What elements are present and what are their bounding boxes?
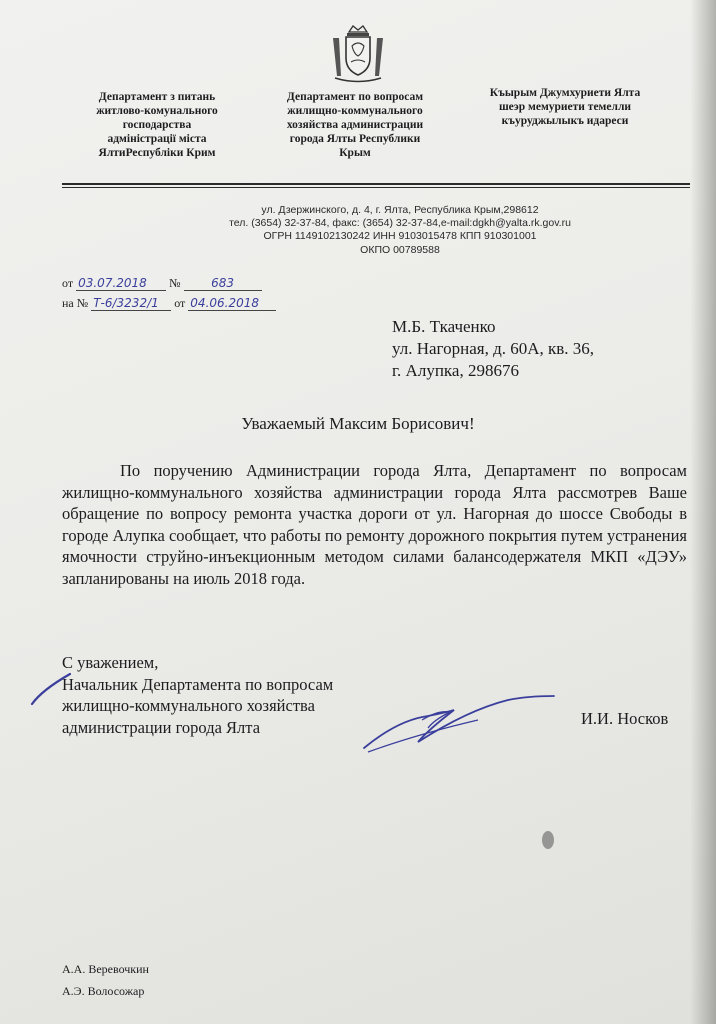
closing-regards: С уважением, xyxy=(62,653,159,672)
header-crimean-tatar: Къырым Джумхуриети Ялта шеэр мемуриети темелли къуруджылыкъ идареси xyxy=(489,87,641,127)
letter-body: По поручению Администрации города Ялта, Департамент по вопросам жилищно-коммунального хозяйства администрации города Ялта рассмотрев Ваше обращение по вопросу ремонта участка дороги от ул. Нагорная до шоссе Свободы в городе Алупка сообщает, что работы по ремонту дорожного покрытия путем устранения ямочности струйно-инъекционным методом силами балансодержателя МКП «ДЭУ» запланированы на июль 2018 года. xyxy=(62,461,687,588)
department-contacts xyxy=(150,204,650,257)
executor-first: А.А. Веревочкин xyxy=(62,962,149,976)
address-line: ул. Дзержинского, д. 4, г. Ялта, Республика Крым,298612 xyxy=(261,204,539,216)
outgoing-date: 03.07.2018 xyxy=(76,276,166,291)
ink-smudge xyxy=(536,826,560,854)
header-ukrainian: Департамент з питань житлово-комунального господарства адміністрації міста ЯлтиРеспубліки Крим xyxy=(96,91,218,159)
recipient-city: г. Алупка, 298676 xyxy=(392,361,519,380)
incoming-reference xyxy=(62,296,276,311)
header-divider xyxy=(62,183,690,185)
number-label: № xyxy=(169,276,181,290)
incoming-number: Т-6/3232/1 xyxy=(91,296,171,311)
outgoing-reference xyxy=(62,276,262,291)
closing-block xyxy=(62,652,333,738)
coat-of-arms-emblem xyxy=(329,24,387,84)
incoming-date: 04.06.2018 xyxy=(188,296,276,311)
signer-title-line2: жилищно-коммунального хозяйства xyxy=(62,696,315,715)
from-prefix: от xyxy=(62,276,74,290)
signer-title-line3: администрации города Ялта xyxy=(62,717,261,737)
phone-email-line: тел. (3654) 32-37-84, факс: (3654) 32-37-84,e-mail:dgkh@yalta.rk.gov.ru xyxy=(229,217,571,230)
recipient-street: ул. Нагорная, д. 60А, кв. 36, xyxy=(392,339,595,358)
recipient-block xyxy=(392,316,594,382)
okpo-line: ОКПО 00789588 xyxy=(360,243,440,256)
outgoing-number: 683 xyxy=(184,276,262,291)
registration-line: ОГРН 1149102130242 ИНН 9103015478 КПП 910301001 xyxy=(263,230,537,243)
executor-second: А.Э. Волосожар xyxy=(62,984,145,998)
signer-name: И.И. Носков xyxy=(581,709,669,728)
page-shadow xyxy=(690,0,716,1024)
executors-block xyxy=(62,958,149,1002)
handwritten-signature xyxy=(358,690,558,760)
greeting: Уважаемый Максим Борисович! xyxy=(241,414,475,433)
in-reply-date-prefix: от xyxy=(174,296,186,310)
signer-title-line1: Начальник Департамента по вопросам xyxy=(62,674,334,694)
in-reply-prefix: на № xyxy=(62,296,89,310)
header-divider-thin xyxy=(62,187,690,188)
recipient-name: М.Б. Ткаченко xyxy=(392,317,496,336)
header-russian: Департамент по вопросам жилищно-коммунального хозяйства администрации города Ялты Республики Крым xyxy=(286,91,424,159)
